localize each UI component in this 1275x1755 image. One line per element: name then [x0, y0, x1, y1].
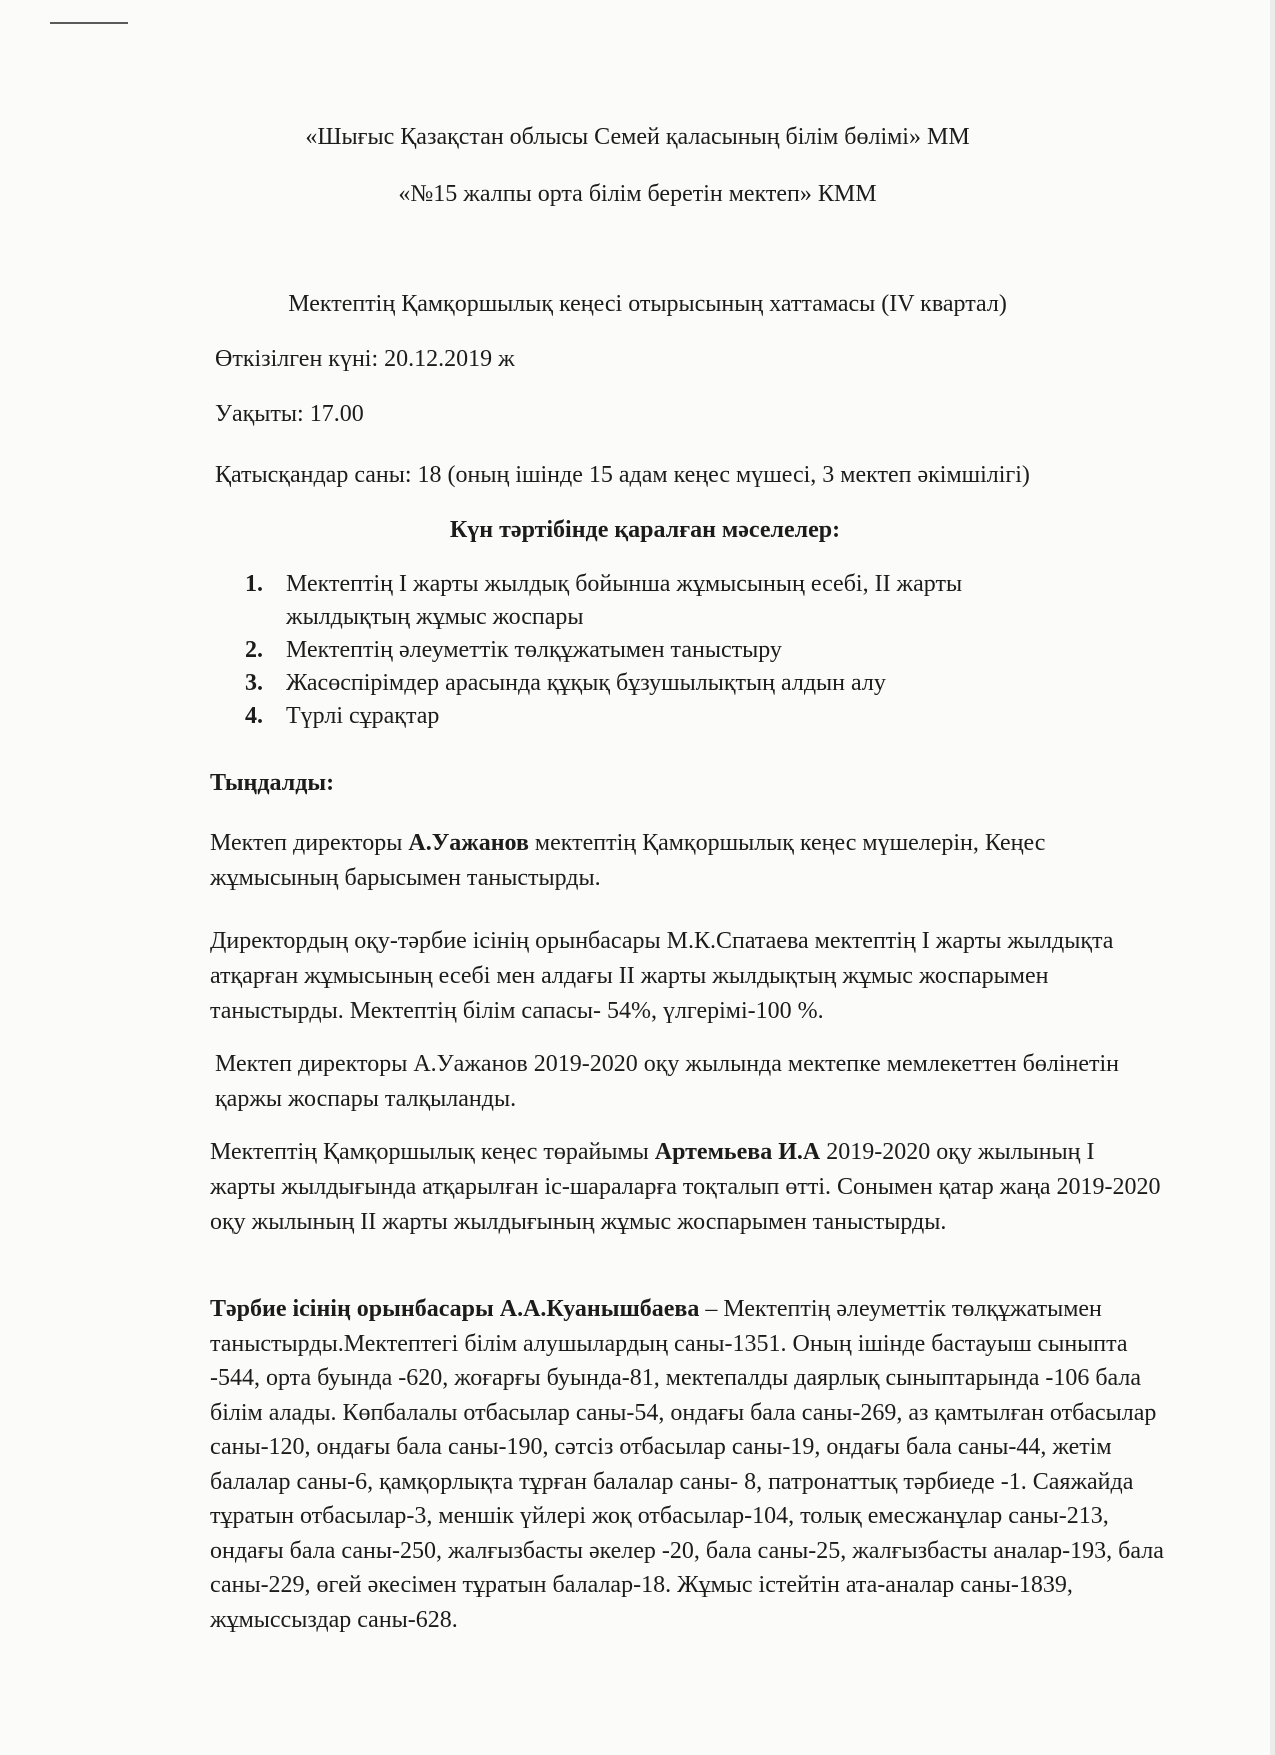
person-name: Тәрбие ісінің орынбасары А.А.Куанышбаева: [210, 1296, 700, 1322]
scan-mark: [50, 22, 128, 24]
agenda-item: [245, 634, 1115, 667]
paragraph-chair: [210, 1135, 1165, 1240]
meeting-date: Өткізілген күні: 20.12.2019 ж: [215, 346, 515, 372]
org-header-line: «Шығыс Қазақстан облысы Семей қаласының білім бөлімі» ММ: [305, 124, 970, 150]
scan-edge: [1270, 0, 1275, 1755]
agenda-item-number: 3.: [245, 670, 263, 696]
paragraph-social-passport: [210, 1292, 1168, 1637]
paragraph-text: Директордың оқу-тәрбие ісінің орынбасары М.К.Спатаева мектептің І жарты жылдықта атқарған жұмысының есебі мен алдағы ІІ жарты жылдықтың жұмыс жоспарымен таныстырды. Мектептің білім сапасы- 54%, үлгерімі-100 %.: [210, 928, 1114, 1024]
paragraph-director: [210, 826, 1165, 896]
paragraph-text: 2019-2020 оқу жылының І жарты жылдығында атқарылған іс-шараларға тоқталып өтті. Сонымен қатар жаңа 2019-2020 оқу жылының ІІ жарты жылдығының жұмыс жоспарымен таныстырды.: [210, 1139, 1161, 1235]
person-name: Артемьева И.А: [654, 1139, 821, 1165]
paragraph-text: мектептің Қамқоршылық кеңес мүшелерін, Кеңес жұмысының барысымен таныстырды.: [210, 830, 1046, 891]
agenda-item-text: Түрлі сұрақтар: [286, 703, 440, 729]
meeting-time: Уақыты: 17.00: [215, 401, 364, 427]
agenda-item-number: 1.: [245, 571, 263, 597]
paragraph-text: – Мектептің әлеуметтік төлқұжатымен таныстырды.Мектептегі білім алушылардың саны-1351. Оның ішінде бастауыш сыныпта -544, орта буында -620, жоғарғы буында-81, мектепалды даярлық сыныптарында -106 бала білім алады. Көпбалалы отбасылар саны-54, ондағы бала саны-269, аз қамтылған отбасылар саны-120, ондағы бала саны-190, сәтсіз отбасылар саны-19, ондағы бала саны-44, жетім балалар саны-6, қамқорлықта тұрған балалар саны- 8, патронаттық тәрбиеде -1. Саяжайда тұратын отбасылар-3, меншік үйлері жоқ отбасылар-104, толық емесжанұлар саны-213, ондағы бала саны-250, жалғызбасты әкелер -20, бала саны-25, жалғызбасты аналар-193, бала саны-229, өгей әкесімен тұратын балалар-18. Жұмыс істейтін ата-аналар саны-1839, жұмыссыздар саны-628.: [210, 1296, 1164, 1633]
agenda-item-line: Мектептің І жарты жылдық бойынша жұмысының есебі, ІІ жарты: [286, 571, 963, 597]
person-name: А.Уажанов: [408, 830, 529, 856]
paragraph-text: Мектеп директоры: [210, 830, 409, 856]
agenda-heading: Күн тәртібінде қаралған мәселелер:: [449, 517, 841, 543]
agenda-item-text: [286, 568, 1115, 634]
agenda-item: [245, 568, 1115, 634]
agenda-item-line: жылдықтың жұмыс жоспары: [286, 604, 584, 630]
paragraph-deputy-report: [210, 924, 1140, 1029]
paragraph-finance: [215, 1047, 1145, 1117]
paragraph-text: Мектеп директоры А.Уажанов 2019-2020 оқу жылында мектепке мемлекеттен бөлінетін қаржы жоспары талқыланды.: [215, 1051, 1119, 1112]
paragraph-text: Мектептің Қамқоршылық кеңес төрайымы: [210, 1139, 655, 1165]
listened-heading: Тыңдалды:: [210, 770, 335, 796]
agenda-item-number: 4.: [245, 703, 263, 729]
protocol-title: Мектептің Қамқоршылық кеңесі отырысының хаттамасы (IV квартал): [288, 291, 1007, 317]
agenda-item-number: 2.: [245, 637, 263, 663]
school-header-line: «№15 жалпы орта білім беретін мектеп» КММ: [398, 181, 877, 207]
agenda-list: [245, 568, 1115, 733]
attendees-count: Қатысқандар саны: 18 (оның ішінде 15 адам кеңес мүшесі, 3 мектеп әкімшілігі): [215, 462, 1030, 488]
agenda-item-text: Жасөспірімдер арасында құқық бұзушылықтың алдын алу: [286, 670, 886, 696]
agenda-item: [245, 667, 1115, 700]
agenda-item-text: Мектептің әлеуметтік төлқұжатымен таныстыру: [286, 637, 782, 663]
agenda-item: [245, 700, 1115, 733]
